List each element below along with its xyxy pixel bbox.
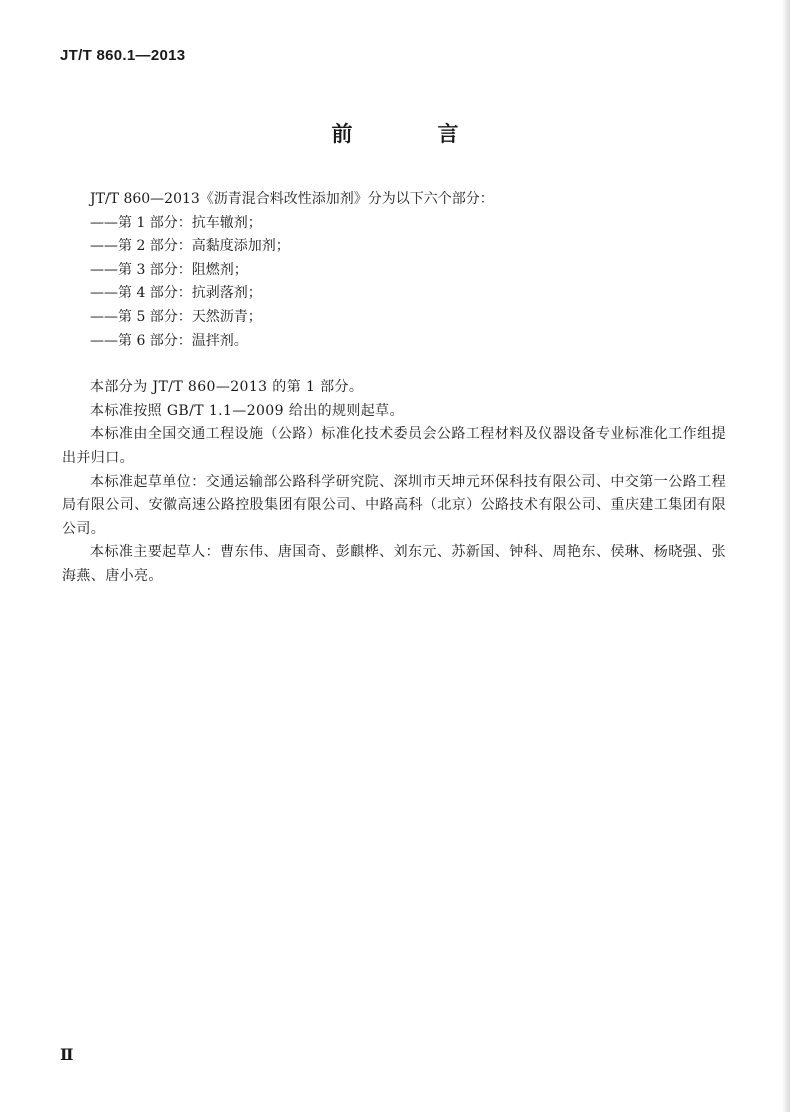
page-number: Ⅱ <box>60 1045 74 1064</box>
paragraph-drafting-rules: 本标准按照 GB/T 1.1—2009 给出的规则起草。 <box>90 402 404 419</box>
part-item-1: ——第 1 部分：抗车辙剂； <box>90 214 262 231</box>
part-item-6: ——第 6 部分：温拌剂。 <box>90 332 248 349</box>
paragraph-proposer: 本标准由全国交通工程设施（公路）标准化技术委员会公路工程材料及仪器设备专业标准化工作组提出并归口。 <box>62 426 726 466</box>
part-item-3: ——第 3 部分：阻燃剂； <box>90 261 248 278</box>
document-body <box>62 188 726 589</box>
paragraph-part-statement: 本部分为 JT/T 860—2013 的第 1 部分。 <box>90 379 364 396</box>
page-title: 前 言 <box>331 122 491 146</box>
part-item-4: ——第 4 部分：抗剥落剂； <box>90 285 262 302</box>
parts-intro: JT/T 860—2013《沥青混合料改性添加剂》分为以下六个部分： <box>90 191 494 207</box>
part-item-2: ——第 2 部分：高黏度添加剂； <box>90 238 290 255</box>
page-edge-shadow <box>782 0 790 1112</box>
standard-code: JT/T 860.1—2013 <box>60 47 186 64</box>
paragraph-drafters: 本标准主要起草人：曹东伟、唐国奇、彭麒桦、刘东元、苏新国、钟科、周艳东、侯琳、杨晓强、张海燕、唐小亮。 <box>62 544 726 584</box>
paragraph-drafting-units: 本标准起草单位：交通运输部公路科学研究院、深圳市天坤元环保科技有限公司、中交第一公路工程局有限公司、安徽高速公路控股集团有限公司、中路高科（北京）公路技术有限公司、重庆建工集团有限公司。 <box>62 473 726 537</box>
part-item-5: ——第 5 部分：天然沥青； <box>90 308 262 325</box>
spacer <box>62 353 726 376</box>
